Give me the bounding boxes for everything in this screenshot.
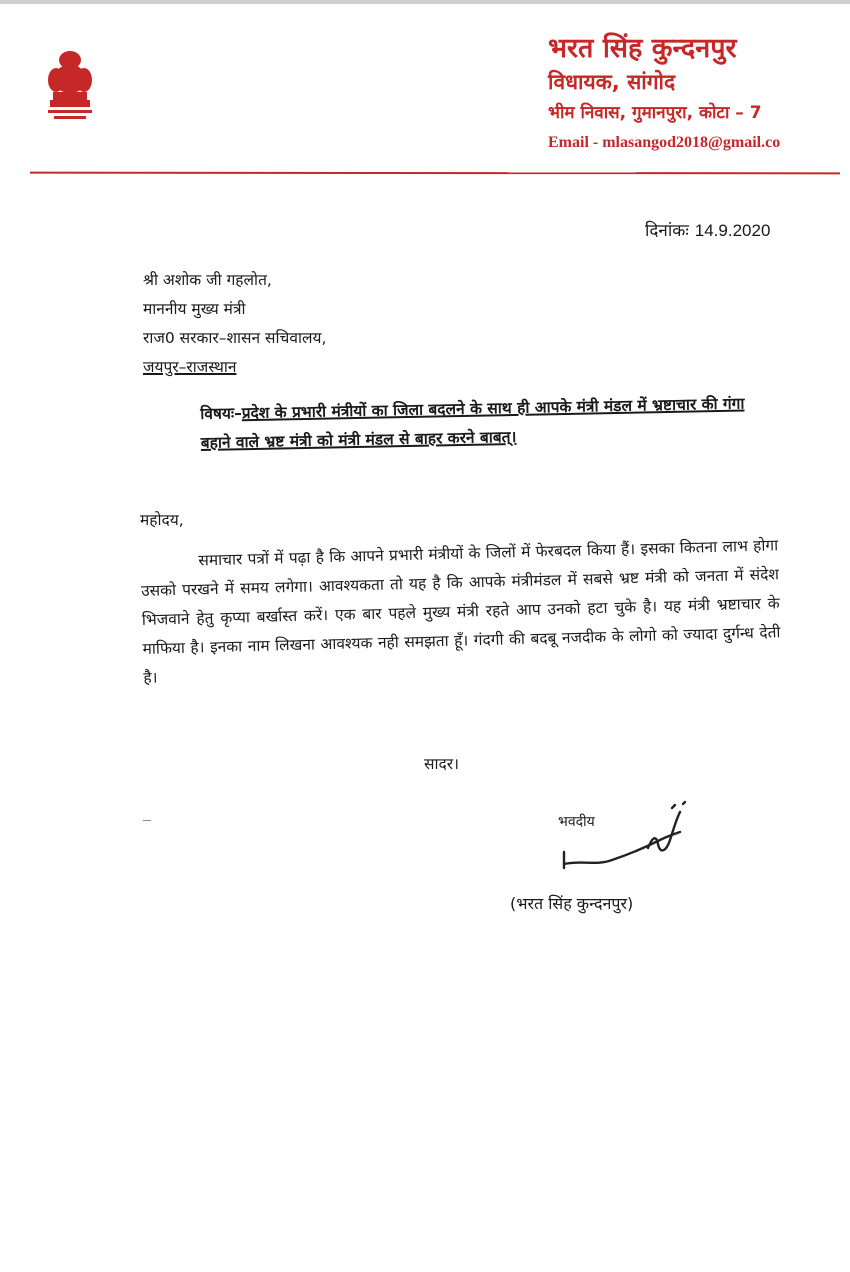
date-value: 14.9.2020 [694,221,771,240]
subject-text: प्रदेश के प्रभारी मंत्रीयों का जिला बदलने के साथ ही आपके मंत्री मंडल में भ्रष्टाचार की गंगा बहाने वाले भ्रष्ट मंत्री को मंत्री मंडल से बाहर करने बाबत्। [200,394,745,452]
recipient-line: श्री अशोक जी गहलोत, [143,271,272,289]
scan-speck [143,820,151,821]
salutation: महोदय, [140,511,184,529]
subject-block [200,389,761,458]
subject-label: विषयः– [200,404,242,423]
letter-body: समाचार पत्रों में पढ़ा है कि आपने प्रभारी मंत्रीयों के जिलों में फेरबदल किया हैं। इसका कितना लाभ होगा उसको परखने में समय लगेगा। आवश्यकता तो यह है कि आपके मंत्रीमंडल में सबसे भ्रष्ट मंत्री को जनता में संदेश भिजवाने हेतु कृप्या बर्खास्त करें। एक बार पहले मुख्य मंत्री रहते आप उनको हटा चुके है। यह मंत्री भ्रष्टाचार के माफिया है। इनका नाम लिखना आवश्यक नही समझता हूँ। गंदगी की बदबू नजदीक के लोगो को ज्यादा दुर्गन्ध देती है। [140,536,781,687]
scan-edge [0,0,850,4]
recipient-line: राज0 सरकार–शासन सचिवालय, [143,329,327,347]
recipient-city: जयपुर–राजस्थान [143,358,237,376]
sign-off: भवदीय [558,814,595,830]
recipient-line: माननीय मुख्य मंत्री [143,300,246,318]
date-label: दिनांकः [645,221,689,241]
letterhead-divider [30,172,840,175]
letterhead-name: भरत सिंह कुन्दनपुर [548,33,737,64]
date-line [645,218,770,241]
signatory-name: (भरत सिंह कुन्दनपुर) [510,894,634,913]
letterhead-designation: विधायक, सांगोद [548,70,676,94]
signature [552,800,702,890]
closing: सादर। [424,755,459,773]
letterhead-email: Email - mlasangod2018@gmail.co [548,134,781,151]
ashoka-emblem-icon [44,46,96,124]
letterhead-address: भीम निवास, गुमानपुरा, कोटा – 7 [548,103,762,123]
